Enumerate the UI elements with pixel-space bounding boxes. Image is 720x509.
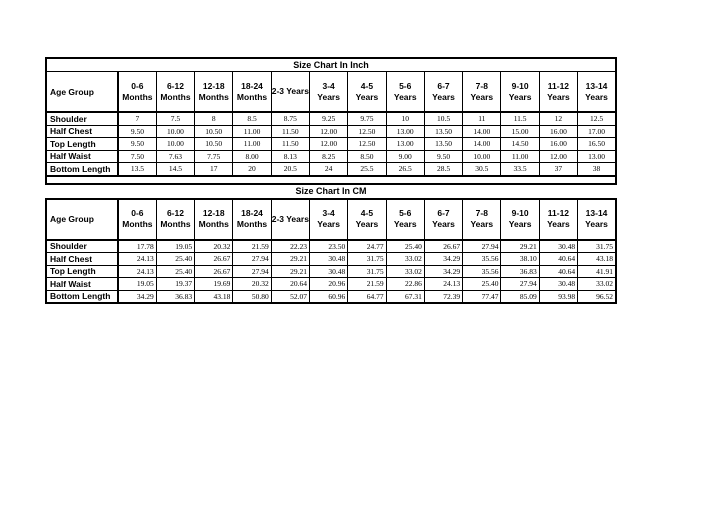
value-cell: 17 <box>195 163 233 176</box>
value-cell: 9.25 <box>309 112 347 125</box>
value-cell: 16.00 <box>539 138 577 151</box>
value-cell: 20.96 <box>309 278 347 291</box>
value-cell: 24.13 <box>424 278 462 291</box>
value-cell: 9.50 <box>118 125 156 138</box>
value-cell: 7.63 <box>156 150 194 163</box>
value-cell: 10.00 <box>463 150 501 163</box>
value-cell: 38 <box>578 163 616 176</box>
value-cell: 30.48 <box>309 253 347 266</box>
column-header: 6-7 Years <box>424 199 462 240</box>
table-row <box>46 125 616 138</box>
size-chart-cm-title: Size Chart In CM <box>295 185 367 196</box>
table-row <box>46 138 616 151</box>
column-header: 6-12 Months <box>156 199 194 240</box>
size-chart-sheet <box>45 57 617 304</box>
column-header: 13-14 Years <box>578 199 616 240</box>
age-group-header: Age Group <box>46 199 118 240</box>
value-cell: 30.5 <box>463 163 501 176</box>
row-label: Bottom Length <box>46 290 118 303</box>
value-cell: 8 <box>195 112 233 125</box>
value-cell: 27.94 <box>463 240 501 253</box>
size-chart-cm-table <box>45 198 617 305</box>
value-cell: 27.94 <box>501 278 539 291</box>
value-cell: 67.31 <box>386 290 424 303</box>
value-cell: 25.5 <box>348 163 386 176</box>
value-cell: 31.75 <box>578 240 616 253</box>
value-cell: 11 <box>463 112 501 125</box>
value-cell: 30.48 <box>539 278 577 291</box>
value-cell: 31.75 <box>348 265 386 278</box>
value-cell: 21.59 <box>348 278 386 291</box>
value-cell: 28.5 <box>424 163 462 176</box>
value-cell: 10.50 <box>195 138 233 151</box>
value-cell: 93.98 <box>539 290 577 303</box>
column-header: 11-12 Years <box>539 72 577 113</box>
row-label: Shoulder <box>46 112 118 125</box>
value-cell: 11.50 <box>271 138 309 151</box>
value-cell: 26.67 <box>424 240 462 253</box>
value-cell: 11.5 <box>501 112 539 125</box>
value-cell: 11.00 <box>233 125 271 138</box>
column-header: 0-6 Months <box>118 199 156 240</box>
value-cell: 29.21 <box>271 265 309 278</box>
value-cell: 7.50 <box>118 150 156 163</box>
value-cell: 12.5 <box>578 112 616 125</box>
row-label: Half Chest <box>46 125 118 138</box>
value-cell: 30.48 <box>539 240 577 253</box>
value-cell: 36.83 <box>156 290 194 303</box>
value-cell: 41.91 <box>578 265 616 278</box>
column-header: 2-3 Years <box>271 72 309 113</box>
column-header: 0-6 Months <box>118 72 156 113</box>
value-cell: 24 <box>309 163 347 176</box>
table-row <box>46 253 616 266</box>
value-cell: 20.5 <box>271 163 309 176</box>
value-cell: 40.64 <box>539 253 577 266</box>
table-row <box>46 163 616 176</box>
row-label: Top Length <box>46 265 118 278</box>
value-cell: 8.00 <box>233 150 271 163</box>
value-cell: 43.18 <box>578 253 616 266</box>
value-cell: 11.00 <box>501 150 539 163</box>
value-cell: 52.07 <box>271 290 309 303</box>
value-cell: 25.40 <box>386 240 424 253</box>
value-cell: 26.67 <box>195 253 233 266</box>
value-cell: 16.50 <box>578 138 616 151</box>
value-cell: 24.77 <box>348 240 386 253</box>
value-cell: 8.75 <box>271 112 309 125</box>
age-group-header: Age Group <box>46 72 118 113</box>
size-chart-inch-table <box>45 57 617 177</box>
value-cell: 33.02 <box>386 253 424 266</box>
value-cell: 24.13 <box>118 265 156 278</box>
value-cell: 13.00 <box>578 150 616 163</box>
value-cell: 25.40 <box>156 253 194 266</box>
value-cell: 22.23 <box>271 240 309 253</box>
column-header: 6-12 Months <box>156 72 194 113</box>
column-header: 7-8 Years <box>463 199 501 240</box>
table-row <box>46 265 616 278</box>
value-cell: 12.00 <box>309 138 347 151</box>
value-cell: 8.50 <box>348 150 386 163</box>
value-cell: 31.75 <box>348 253 386 266</box>
value-cell: 12.00 <box>539 150 577 163</box>
value-cell: 12.00 <box>309 125 347 138</box>
row-label: Shoulder <box>46 240 118 253</box>
value-cell: 64.77 <box>348 290 386 303</box>
value-cell: 34.29 <box>424 265 462 278</box>
table-row <box>46 290 616 303</box>
value-cell: 13.00 <box>386 125 424 138</box>
value-cell: 33.5 <box>501 163 539 176</box>
value-cell: 21.59 <box>233 240 271 253</box>
value-cell: 17.78 <box>118 240 156 253</box>
row-label: Half Chest <box>46 253 118 266</box>
value-cell: 29.21 <box>271 253 309 266</box>
table-title-row <box>46 58 616 72</box>
column-header: 6-7 Years <box>424 72 462 113</box>
value-cell: 34.29 <box>118 290 156 303</box>
value-cell: 33.02 <box>578 278 616 291</box>
value-cell: 12.50 <box>348 125 386 138</box>
value-cell: 36.83 <box>501 265 539 278</box>
column-header: 12-18 Months <box>195 199 233 240</box>
value-cell: 8.5 <box>233 112 271 125</box>
value-cell: 13.5 <box>118 163 156 176</box>
value-cell: 85.09 <box>501 290 539 303</box>
column-header: 3-4 Years <box>309 199 347 240</box>
value-cell: 20.64 <box>271 278 309 291</box>
column-header: 3-4 Years <box>309 72 347 113</box>
row-label: Half Waist <box>46 278 118 291</box>
column-header: 18-24 Months <box>233 199 271 240</box>
column-header: 11-12 Years <box>539 199 577 240</box>
table-row <box>46 112 616 125</box>
column-header: 13-14 Years <box>578 72 616 113</box>
value-cell: 12.50 <box>348 138 386 151</box>
value-cell: 9.75 <box>348 112 386 125</box>
column-header: 2-3 Years <box>271 199 309 240</box>
value-cell: 24.13 <box>118 253 156 266</box>
row-label: Bottom Length <box>46 163 118 176</box>
column-header: 4-5 Years <box>348 72 386 113</box>
row-label: Half Waist <box>46 150 118 163</box>
value-cell: 10.00 <box>156 138 194 151</box>
value-cell: 8.25 <box>309 150 347 163</box>
value-cell: 10 <box>386 112 424 125</box>
value-cell: 19.37 <box>156 278 194 291</box>
value-cell: 11.00 <box>233 138 271 151</box>
column-header: 5-6 Years <box>386 72 424 113</box>
value-cell: 10.5 <box>424 112 462 125</box>
value-cell: 14.50 <box>501 138 539 151</box>
value-cell: 17.00 <box>578 125 616 138</box>
value-cell: 27.94 <box>233 253 271 266</box>
value-cell: 22.86 <box>386 278 424 291</box>
value-cell: 13.50 <box>424 125 462 138</box>
value-cell: 30.48 <box>309 265 347 278</box>
value-cell: 26.67 <box>195 265 233 278</box>
value-cell: 15.00 <box>501 125 539 138</box>
value-cell: 35.56 <box>463 253 501 266</box>
column-header: 5-6 Years <box>386 199 424 240</box>
column-header: 9-10 Years <box>501 72 539 113</box>
value-cell: 26.5 <box>386 163 424 176</box>
value-cell: 19.05 <box>118 278 156 291</box>
column-header: 12-18 Months <box>195 72 233 113</box>
value-cell: 14.00 <box>463 138 501 151</box>
table-title: Size Chart In Inch <box>46 58 616 72</box>
value-cell: 72.39 <box>424 290 462 303</box>
value-cell: 16.00 <box>539 125 577 138</box>
value-cell: 12 <box>539 112 577 125</box>
value-cell: 25.40 <box>156 265 194 278</box>
value-cell: 34.29 <box>424 253 462 266</box>
value-cell: 14.00 <box>463 125 501 138</box>
value-cell: 25.40 <box>463 278 501 291</box>
value-cell: 10.00 <box>156 125 194 138</box>
value-cell: 29.21 <box>501 240 539 253</box>
column-header: 7-8 Years <box>463 72 501 113</box>
value-cell: 77.47 <box>463 290 501 303</box>
value-cell: 35.56 <box>463 265 501 278</box>
value-cell: 37 <box>539 163 577 176</box>
value-cell: 38.10 <box>501 253 539 266</box>
value-cell: 11.50 <box>271 125 309 138</box>
value-cell: 19.69 <box>195 278 233 291</box>
value-cell: 33.02 <box>386 265 424 278</box>
value-cell: 27.94 <box>233 265 271 278</box>
value-cell: 43.18 <box>195 290 233 303</box>
value-cell: 20.32 <box>195 240 233 253</box>
column-header: 9-10 Years <box>501 199 539 240</box>
value-cell: 60.96 <box>309 290 347 303</box>
value-cell: 19.05 <box>156 240 194 253</box>
table-row <box>46 278 616 291</box>
value-cell: 7.5 <box>156 112 194 125</box>
header-row <box>46 199 616 240</box>
value-cell: 14.5 <box>156 163 194 176</box>
table-row <box>46 150 616 163</box>
value-cell: 50.80 <box>233 290 271 303</box>
column-header: 18-24 Months <box>233 72 271 113</box>
value-cell: 13.00 <box>386 138 424 151</box>
value-cell: 9.50 <box>424 150 462 163</box>
value-cell: 7 <box>118 112 156 125</box>
value-cell: 40.64 <box>539 265 577 278</box>
value-cell: 13.50 <box>424 138 462 151</box>
column-header: 4-5 Years <box>348 199 386 240</box>
value-cell: 9.50 <box>118 138 156 151</box>
value-cell: 20.32 <box>233 278 271 291</box>
value-cell: 23.50 <box>309 240 347 253</box>
value-cell: 96.52 <box>578 290 616 303</box>
value-cell: 20 <box>233 163 271 176</box>
table-row <box>46 240 616 253</box>
value-cell: 10.50 <box>195 125 233 138</box>
spacer-row <box>45 177 617 185</box>
value-cell: 7.75 <box>195 150 233 163</box>
value-cell: 9.00 <box>386 150 424 163</box>
value-cell: 8.13 <box>271 150 309 163</box>
row-label: Top Length <box>46 138 118 151</box>
header-row <box>46 72 616 113</box>
